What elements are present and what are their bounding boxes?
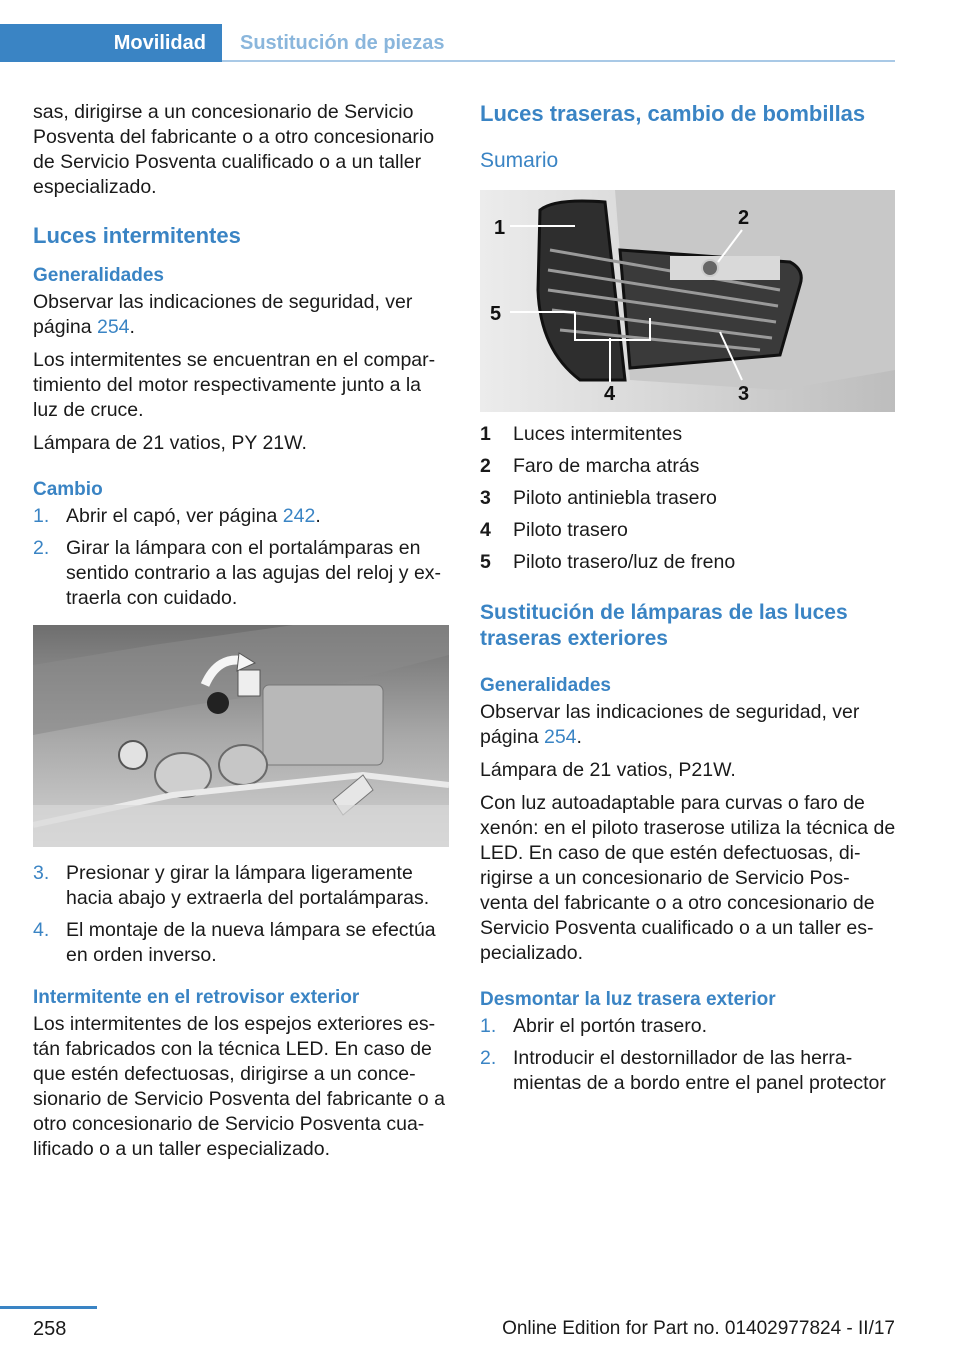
legend-number: 3 [480,486,491,509]
legend-number: 2 [480,454,491,477]
step-text: Girar la lámpara con el portalámparas en sentido contrario a las agujas del reloj y ex‐traerla con cuidado. [66,537,442,609]
generalidades-paragraph-3: Lámpara de 21 vatios, PY 21W. [33,432,307,454]
legend-text: Piloto trasero/luz de freno [513,550,736,573]
legend-item [480,514,896,546]
cambio-steps [33,504,449,611]
heading-generalidades-traseras: Generalidades [480,675,611,696]
heading-generalidades: Generalidades [33,265,164,286]
step-number: 1. [33,505,50,527]
generalidades-text: Observar las indicaciones de seguridad, ver página [33,291,413,338]
page-link-242[interactable]: 242 [282,505,316,527]
edition-note: Online Edition for Part no. 01402977824 - II/17 [502,1318,895,1339]
callout-1: 1 [494,217,506,239]
heading-luces-intermitentes: Luces intermitentes [33,223,241,248]
callout-3: 3 [738,383,750,405]
legend-number: 5 [480,550,491,573]
generalidades-end: . [129,316,135,338]
legend-item [480,482,896,514]
list-item [33,861,449,911]
callout-5: 5 [490,303,502,325]
traseras-paragraph-1 [480,700,896,750]
step-text: El montaje de la nueva lámpara se efectúa en orden inverso. [66,919,436,966]
generalidades-paragraph-1 [33,290,449,340]
heading-sustitucion-lamparas: Sustitución de lámparas de las luces traseras exteriores [480,601,848,650]
engine-compartment-image [33,625,449,847]
heading-luces-traseras: Luces traseras, cambio de bombillas [480,101,866,126]
legend-item [480,418,896,450]
legend-text: Piloto trasero [513,518,628,541]
step-text: Introducir el destornillador de las herra‐mientas de a bordo entre el panel protector [513,1047,886,1094]
traseras-paragraph-2: Lámpara de 21 vatios, P21W. [480,759,736,781]
left-column [33,100,449,1170]
step-number: 4. [33,919,50,941]
traseras-text: Observar las indicaciones de seguridad, ver página [480,701,860,748]
header-tabs [0,24,895,62]
callout-4: 4 [604,383,616,405]
header-divider [222,60,895,62]
step-text: Abrir el portón trasero. [513,1015,708,1037]
legend-text: Luces intermitentes [513,422,683,445]
page-link-254[interactable]: 254 [96,316,130,338]
traseras-end: . [576,726,582,748]
step-number: 1. [480,1015,497,1037]
intro-paragraph: sas, dirigirse a un concesionario de Servicio Posventa del fabricante o a otro concesionario de Servicio Posventa cualificado o a un taller especializado. [33,101,435,198]
page-number: 258 [33,1318,67,1340]
list-item [33,504,449,529]
tail-light-image [480,190,895,412]
list-item [33,536,449,611]
step-text-end: . [315,505,321,527]
desmontar-steps [480,1014,896,1096]
list-item [480,1014,896,1039]
page-link-254-right[interactable]: 254 [543,726,577,748]
callout-2: 2 [738,207,750,229]
right-column [480,100,896,1104]
legend-number: 4 [480,518,491,541]
step-text: Presionar y girar la lámpara ligeramente hacia abajo y extraerla del portalámparas. [66,862,430,909]
generalidades-paragraph-2: Los intermitentes se encuentran en el compar‐timiento del motor respectivamente junto a la luz de cruce. [33,349,436,421]
step-text: Abrir el capó, ver página [66,505,283,527]
step-number: 3. [33,862,50,884]
footer-divider [0,1306,97,1309]
retrovisor-paragraph: Los intermitentes de los espejos exteriores es‐tán fabricados con la técnica LED. En caso de que estén defectuosas, dirigirse a un conce‐sionario de Servicio Posventa del fabricante o a otro concesionario de Servicio Posventa cua‐lificado o a un taller especializado. [33,1013,445,1160]
legend-text: Piloto antiniebla trasero [513,486,717,509]
engine-bay-illustration [33,625,449,847]
tail-light-illustration [480,190,895,412]
list-item [33,918,449,968]
traseras-paragraph-3: Con luz autoadaptable para curvas o faro de xenón: en el piloto traserose utiliza la técnica de LED. En caso de que estén defectuosas, di‐rigirse a un concesionario de Servicio Pos‐venta del fabricante o a otro concesionario de Servicio Posventa cualificado o a un taller es‐pecializado. [480,792,896,964]
legend-item [480,450,896,482]
legend-text: Faro de marcha atrás [513,454,700,477]
heading-desmontar: Desmontar la luz trasera exterior [480,989,776,1010]
heading-cambio: Cambio [33,479,103,500]
list-item [480,1046,896,1096]
heading-intermitente-retrovisor: Intermitente en el retrovisor exterior [33,987,360,1008]
heading-sumario: Sumario [480,149,559,172]
tab-movilidad[interactable]: Movilidad [0,24,222,62]
step-number: 2. [480,1047,497,1069]
tab-sustitucion-de-piezas[interactable]: Sustitución de piezas [240,31,445,54]
legend-item [480,546,896,578]
tail-light-legend [480,418,896,578]
legend-number: 1 [480,422,491,445]
step-number: 2. [33,537,50,559]
cambio-steps-continued [33,861,449,968]
